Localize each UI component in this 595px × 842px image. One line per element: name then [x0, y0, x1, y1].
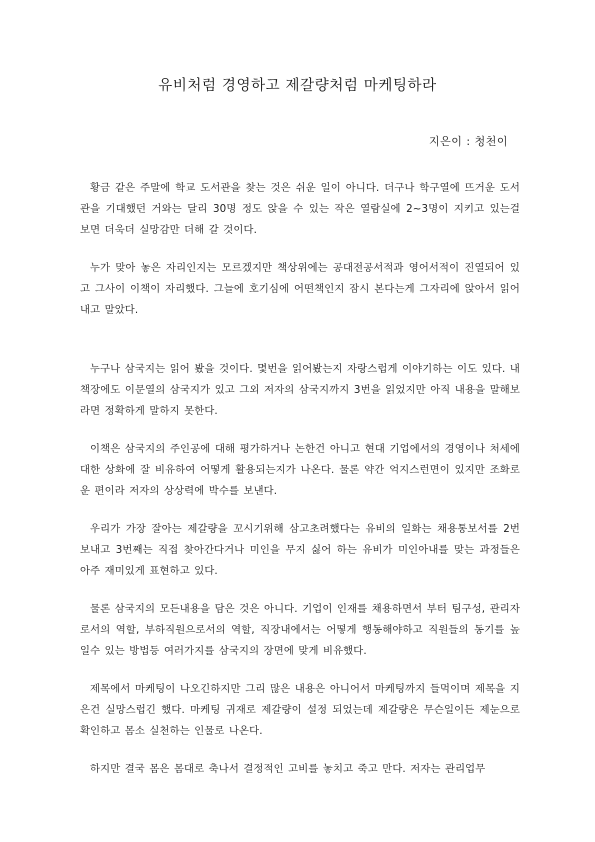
document-body — [80, 178, 520, 797]
paragraph-2: 누가 맞아 놓은 자리인지는 모르겠지만 책상위에는 공대전공서적과 영어서적이 진열되어 있고 그사이 이책이 자리했다. 그늘에 호기심에 어떤책인지 잠시 본다는게 그자리에 앉아서 읽어내고 말았다. — [80, 262, 520, 316]
paragraph-1: 황금 같은 주말에 학교 도서관을 찾는 것은 쉬운 일이 아니다. 더구나 학구열에 뜨거운 도서관을 기대했던 거와는 달리 30명 정도 앉을 수 있는 작은 열람실에 2~3명이 지키고 있는걸 보면 더욱더 실망감만 더해 갈 것이다. — [80, 182, 520, 236]
paragraph-3: 누구나 삼국지는 읽어 봤을 것이다. 몇번을 읽어봤는지 자랑스럽게 이야기하는 이도 있다. 내 책장에도 이문열의 삼국지가 있고 그외 저자의 삼국지까지 3번을 읽었지만 아직 내용을 말해보라면 정확하게 말하지 못한다. — [80, 363, 520, 417]
paragraph-7: 제목에서 마케팅이 나오긴하지만 그리 많은 내용은 아니어서 마케팅까지 들먹이며 제목을 지은건 실망스럽긴 했다. 마케팅 귀재로 제갈량이 설정 되었는데 제갈량은 무슨일이든 제눈으로 확인하고 몸소 실천하는 인물로 나온다. — [80, 683, 520, 737]
paragraph-6: 물론 삼국지의 모든내용을 담은 것은 아니다. 기업이 인재를 채용하면서 부터 팀구성, 관리자로서의 역할, 부하직원으로서의 역할, 직장내에서는 어떻게 행동해야하고 직원들의 동기를 높일수 있는 방법등 여러가지를 삼국지의 장면에 맞게 비유했다. — [80, 603, 520, 657]
author-line: 지은이 : 청천이 — [429, 135, 508, 148]
document-title: 유비처럼 경영하고 제갈량처럼 마케팅하라 — [158, 78, 437, 94]
paragraph-5: 우리가 가장 잘아는 제갈량을 꼬시기위해 삼고초려했다는 유비의 일화는 채용통보서를 2번보내고 3번째는 직접 찾아간다거나 미인을 무지 싫어 하는 유비가 미인아내를 맞는 과정들은 아주 재미있게 표현하고 있다. — [80, 523, 520, 577]
paragraph-8: 하지만 결국 몸은 몸대로 축나서 결정적인 고비를 놓치고 죽고 만다. 저자는 관리업무 — [90, 763, 486, 775]
paragraph-4: 이책은 삼국지의 주인공에 대해 평가하거나 논한건 아니고 현대 기업에서의 경영이나 처세에 대한 상화에 잘 비유하여 어떻게 활용되는지가 나온다. 물론 약간 억지스런면이 있지만 조화로운 편이라 저자의 상상력에 박수를 보낸다. — [80, 443, 520, 497]
